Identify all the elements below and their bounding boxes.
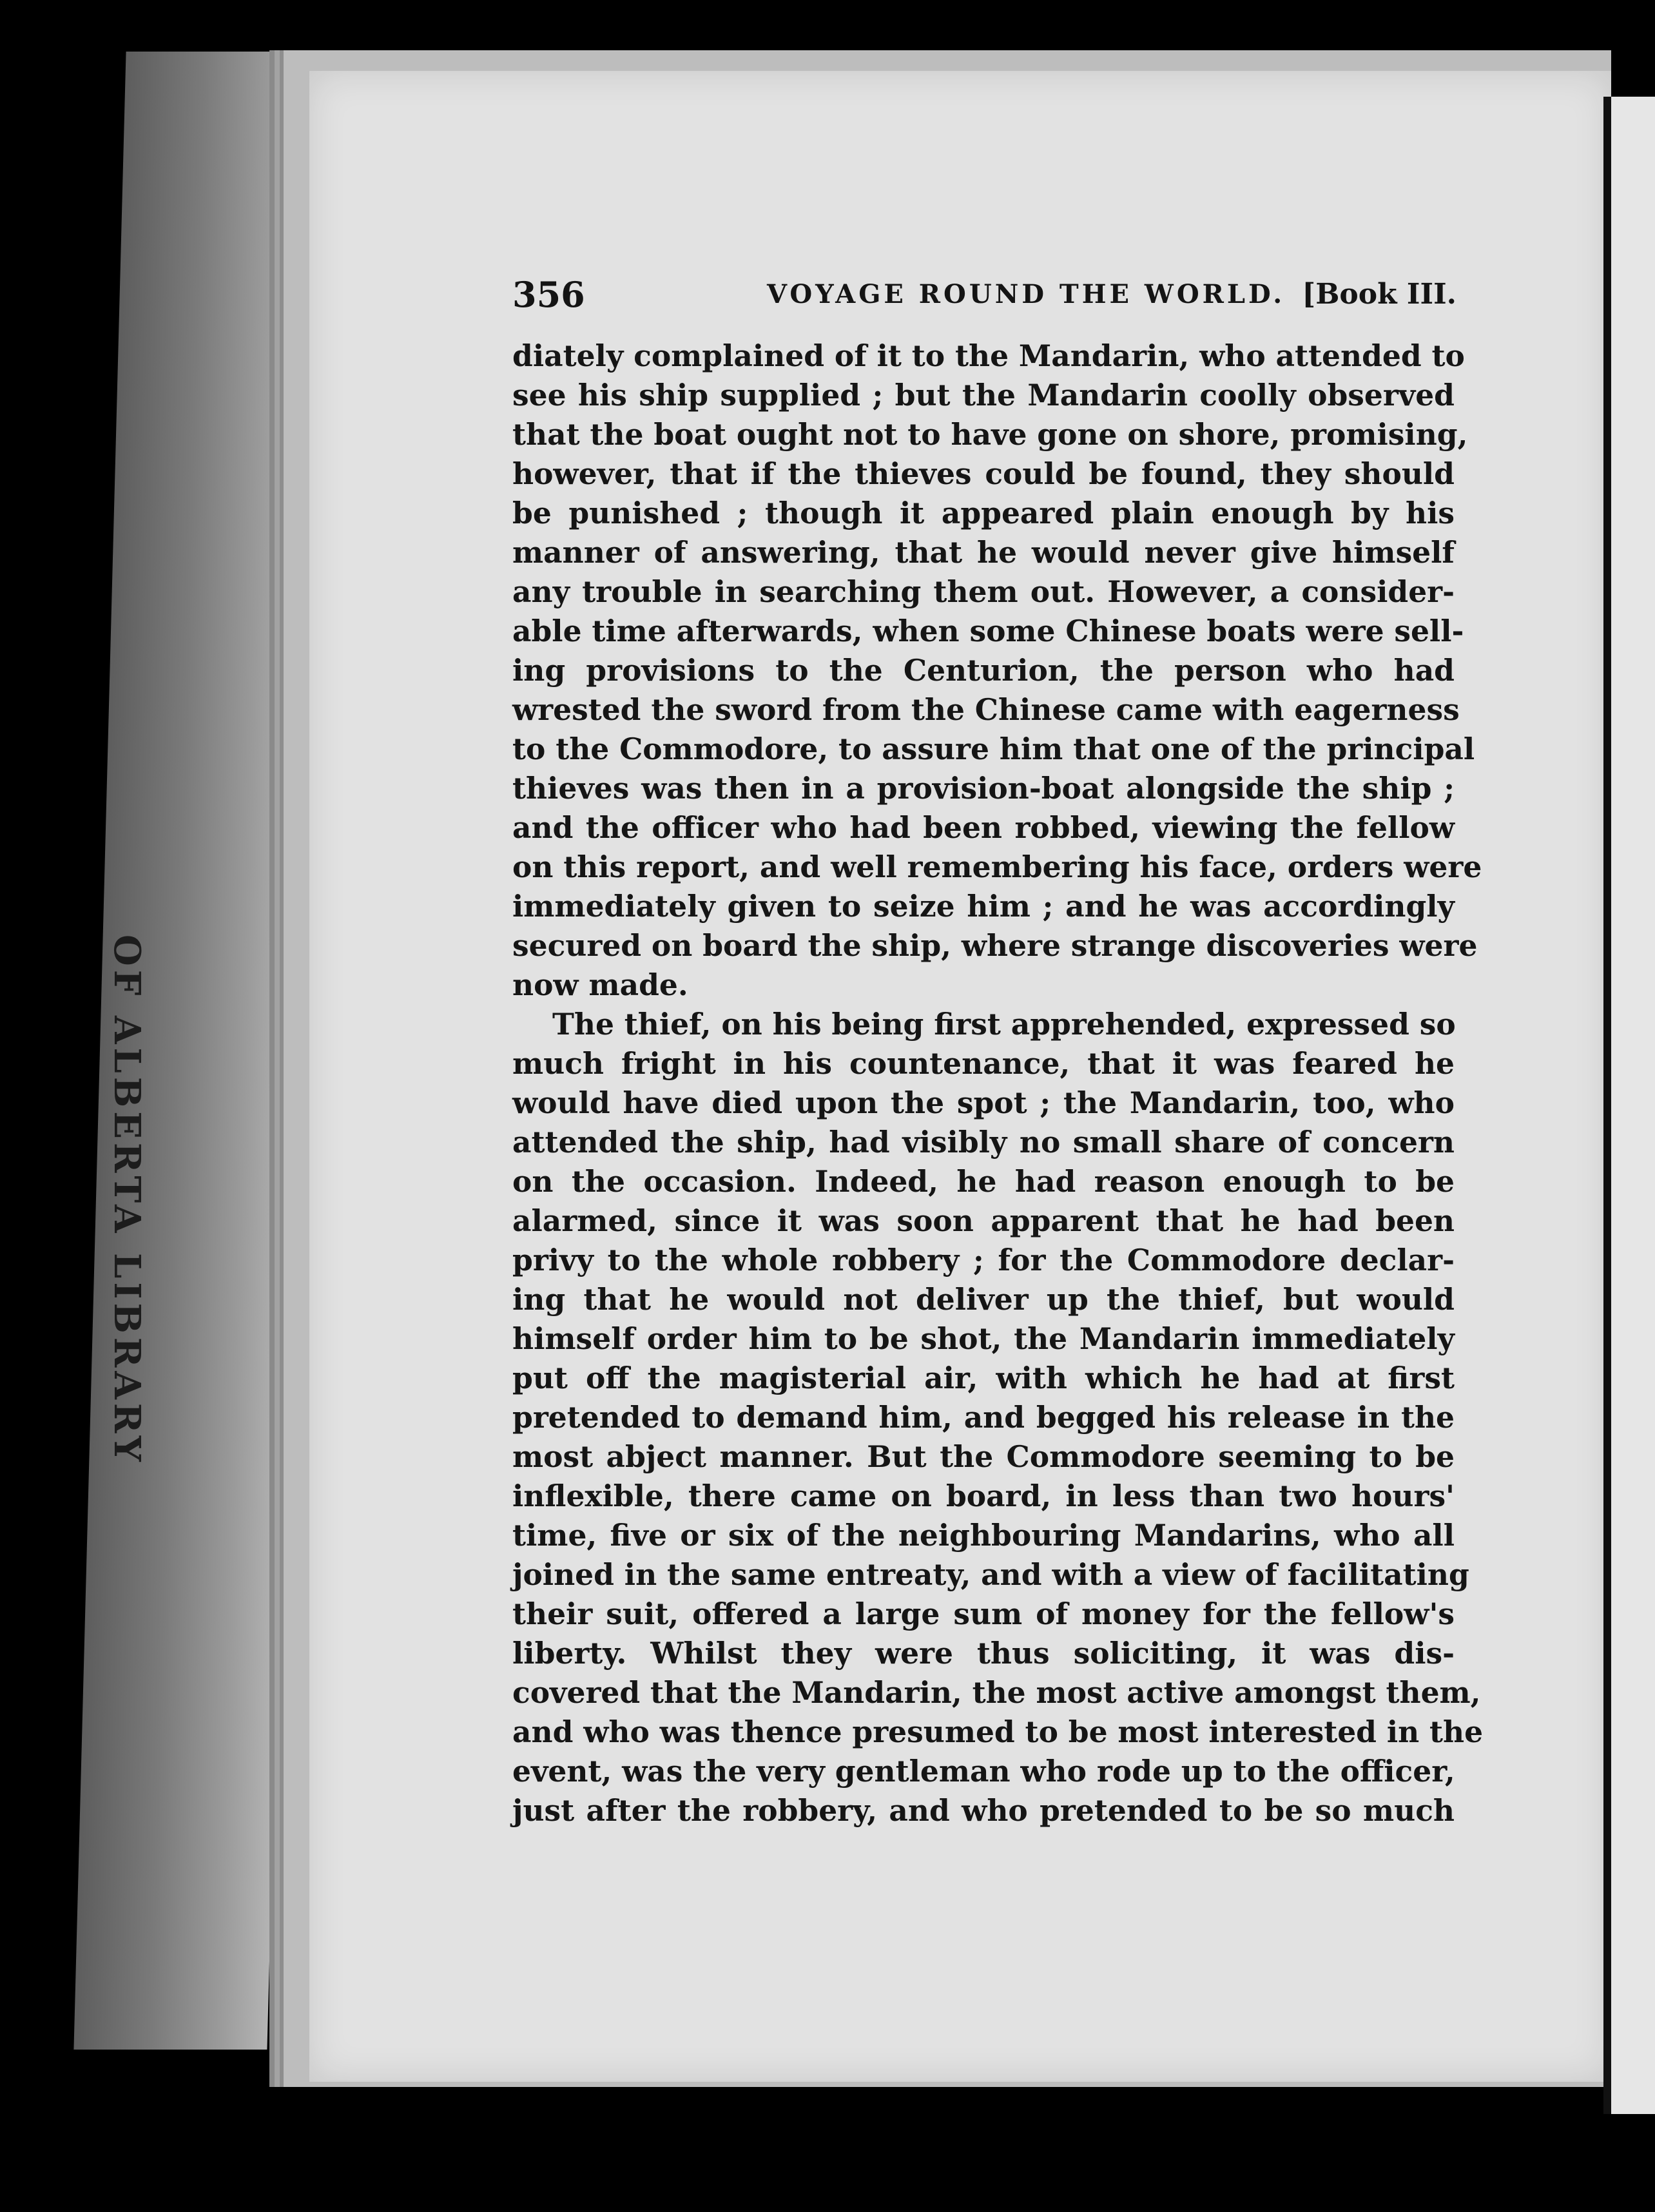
body-text: [512, 336, 1484, 1830]
text-line: The thief, on his being first apprehended, expressed so: [552, 1007, 1456, 1042]
text-line: time, five or six of the neighbouring Mandarins, who all: [512, 1518, 1455, 1553]
text-line: wrested the sword from the Chinese came with eagerness: [512, 692, 1460, 727]
text-line: on the occasion. Indeed, he had reason enough to be: [512, 1164, 1455, 1199]
text-line: ing that he would not deliver up the thief, but would: [512, 1282, 1455, 1317]
text-line: any trouble in searching them out. However, a consider-: [512, 574, 1455, 609]
text-line: and who was thence presumed to be most interested in the: [512, 1714, 1484, 1749]
library-stamp: OF ALBERTA LIBRARY: [106, 935, 148, 1466]
text-line: on this report, and well remembering his face, orders were: [512, 849, 1482, 884]
text-line: and the officer who had been robbed, viewing the fellow: [512, 810, 1455, 845]
text-line: pretended to demand him, and begged his release in the: [512, 1400, 1455, 1435]
text-line: put off the magisterial air, with which he had at first: [512, 1361, 1455, 1395]
facing-page-edge: [1603, 97, 1655, 2114]
text-line: liberty. Whilst they were thus soliciting, it was dis-: [512, 1636, 1455, 1671]
text-line: much fright in his countenance, that it was feared he: [512, 1046, 1455, 1081]
text-line: to the Commodore, to assure him that one of the principal: [512, 732, 1475, 766]
text-line: privy to the whole robbery ; for the Commodore declar-: [512, 1243, 1455, 1277]
text-line: alarmed, since it was soon apparent that he had been: [512, 1203, 1455, 1238]
text-line: see his ship supplied ; but the Mandarin coolly observed: [512, 378, 1455, 412]
book-reference: [Book III.: [1302, 278, 1457, 311]
text-line: attended the ship, had visibly no small share of concern: [512, 1125, 1455, 1159]
text-line: be punished ; though it appeared plain enough by his: [512, 496, 1455, 530]
text-line: himself order him to be shot, the Mandarin immediately: [512, 1321, 1455, 1356]
text-line: inflexible, there came on board, in less than two hours': [512, 1479, 1455, 1513]
text-line: manner of answering, that he would never give himself: [512, 535, 1455, 570]
text-line: diately complained of it to the Mandarin, who attended to: [512, 338, 1465, 373]
text-line: however, that if the thieves could be found, they should: [512, 456, 1455, 491]
page-number: 356: [512, 274, 585, 315]
running-head: VOYAGE ROUND THE WORLD.: [767, 279, 1286, 309]
text-line: most abject manner. But the Commodore seeming to be: [512, 1439, 1455, 1474]
text-line: able time afterwards, when some Chinese boats were sell-: [512, 614, 1464, 648]
text-line: just after the robbery, and who pretended to be so much: [512, 1793, 1455, 1828]
page-header: [512, 274, 1457, 316]
text-line: immediately given to seize him ; and he was accordingly: [512, 889, 1455, 924]
text-line: would have died upon the spot ; the Mandarin, too, who: [512, 1085, 1455, 1120]
text-line: joined in the same entreaty, and with a view of facilitating: [512, 1557, 1469, 1592]
text-line: that the boat ought not to have gone on shore, promising,: [512, 417, 1468, 452]
text-line: secured on board the ship, where strange discoveries were: [512, 928, 1478, 963]
text-line: now made.: [512, 967, 688, 1002]
text-line: covered that the Mandarin, the most active amongst them,: [512, 1675, 1481, 1710]
text-line: event, was the very gentleman who rode up to the officer,: [512, 1754, 1455, 1789]
text-line: their suit, offered a large sum of money for the fellow's: [512, 1596, 1455, 1631]
text-line: ing provisions to the Centurion, the person who had: [512, 653, 1455, 688]
text-line: thieves was then in a provision-boat alongside the ship ;: [512, 771, 1455, 806]
